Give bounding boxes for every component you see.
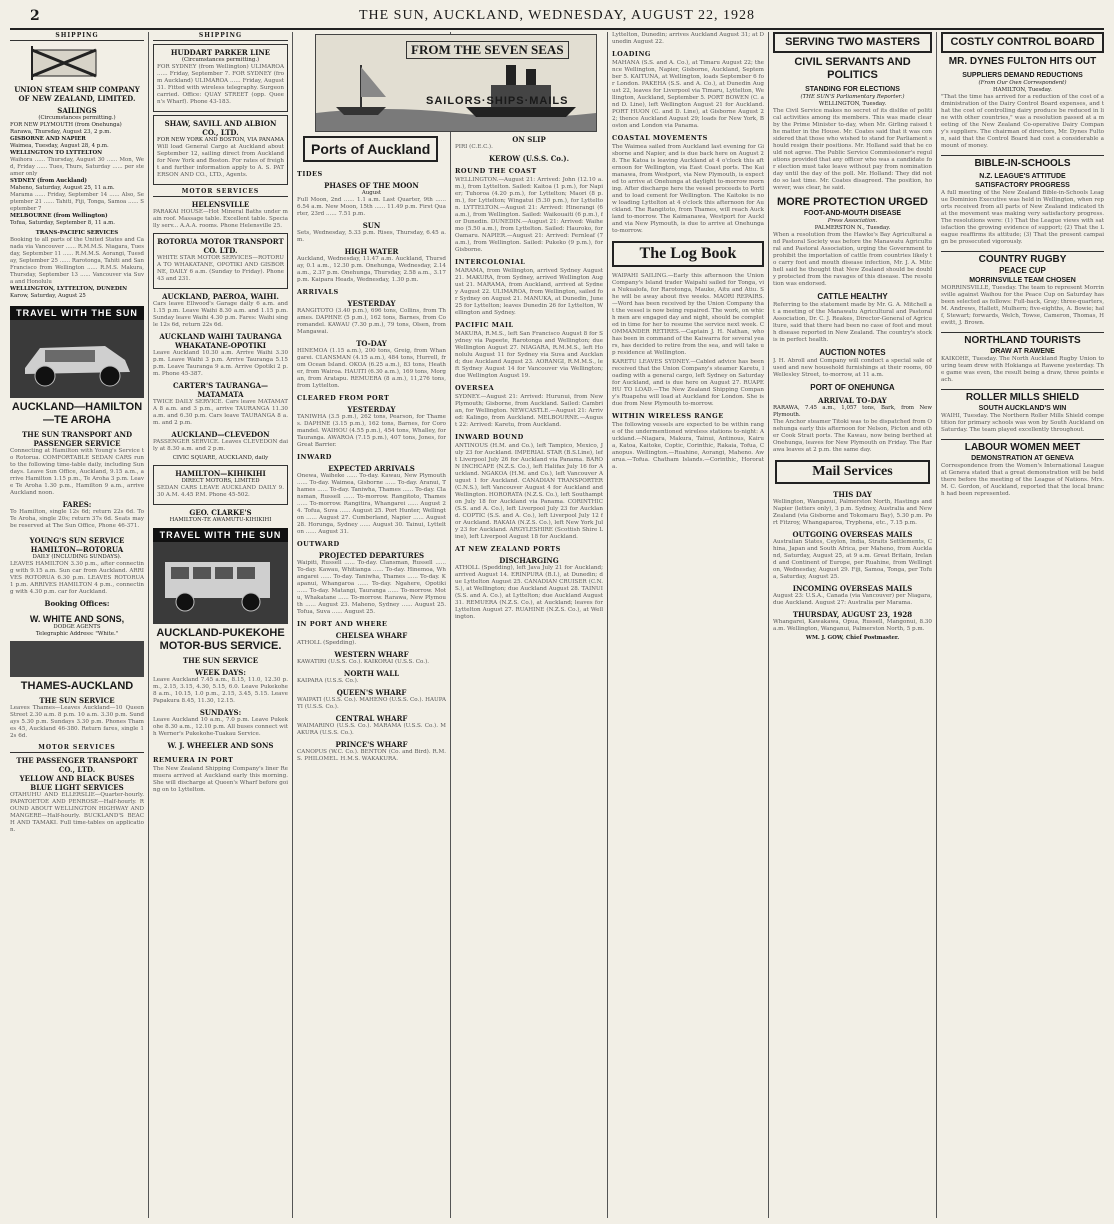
- travel-banner: TRAVEL WITH THE SUN: [10, 306, 144, 320]
- wireless-heading: WITHIN WIRELESS RANGE: [612, 412, 724, 420]
- filler-text: WAIPATI (U.S.S. Co.). MAHENO (U.S.S. Co.). HAUPATI (U.S.S. Co.).: [297, 697, 446, 710]
- serving-two-masters-box: [773, 32, 932, 53]
- filler-text: Leave Auckland 7.45 a.m., 8.15, 11.0, 12.30 p.m., 2.15, 3.15, 4.30, 5.15, 6.0. Leave Pukekohe 8 a.m., 10.15, 1.0 p.m., 2.15, 3.45, 5.15. Leave Papakura 8.45, 11.30, 12.15.: [153, 677, 288, 704]
- filler-text: Marama ...... Friday, September 14 ...... Also, September 21 ...... Tahiti, Fiji, Tonga, Samoa ...... September 7: [10, 192, 144, 212]
- filler-text: SYDNEY.—August 21: Arrived: Hurunui, from New Plymouth; Gisborne, from Auckland. Sailed: Cambrian, for Wellington. NEWCASTLE.—August 21: Arrived: Kalingo, from Auckland. MELBOURNE.—August 22: Arrived: Karetu, from Auckland.: [455, 394, 603, 428]
- thames-auckland-heading: THAMES-AUCKLAND: [20, 680, 134, 692]
- shaw-sub: FOR NEW YORK AND BOSTON, VIA PANAMA: [157, 137, 284, 143]
- filler-text: Leave Auckland 10.30 a.m. Arrive Waihi 3.30 p.m. Leave Waihi 3 p.m. Arrive Tauranga 5.15 p.m. Leave Tauranga 9 a.m. Arrive Opotiki 2 p.m. Phone 45-387.: [153, 350, 288, 377]
- filler-text: Wellington, Wanganui, Palmerston North, Hastings and Napier (letters only), 3 p.m. Sydney, Australia and New Zealand (via Gisborne and Tokomaru Bay), 5.30 p.m. Port Fitzroy, Whangaparoa, Tryphena, etc., 7.15 p.m.: [773, 499, 932, 526]
- standing-heading: STANDING FOR ELECTIONS: [805, 86, 900, 93]
- filler-text: TANIWHA (3.5 p.m.), 262 tons, Pearson, for Thames. DAPHNE (3.15 p.m.), 162 tons, Barnes, for Coromandel. WAIHOU (4.55 p.m.), 454 tons, Whalley, for Tauranga. AWAROA (7.15 p.m.), 407 tons, Jones, for Great Barrier.: [297, 414, 446, 448]
- tides-heading: TIDES: [297, 170, 323, 178]
- filler-text: WAIHI, Tuesday. The Northern Roller Mills Shield competition for primary schools was won by South Auckland on Saturday. The team played excellently throughout.: [941, 413, 1104, 433]
- filler-text: Waihora ...... Thursday, August 30 ...... Mon, Wed, Friday ...... Tues, Thurs, Saturday ...... per steamer only: [10, 157, 144, 177]
- tauranga-heading: AUCKLAND WAIHI TAURANGA WHAKATANE-OPOTIKI: [159, 332, 282, 350]
- filler-text: ANTINOUS (H.M. and Co.), left Tampico, Mexico, July 23 for Auckland. IMPERIAL STAR (B.S.Line), left Liverpool July 26 for Auckland via Panama. BARON INCHCAPE (N.Z.S. Co.), left Halifax July 16 for Auckland. NGAKOA (H.M. and Co.), left Vancouver August 1 for Auckland. CANADIAN TRANSPORTER (C.N.S.), left Vancouver August 4 for Auckland and Wellington. HORORATA (N.Z.S. Co.), left Southampton July 18 for Auckland via Panama. CORINTHIC (S.S. and A. Co.), left Liverpool July 23 for Auckland. COPTIC (S.S. and A. Co.), left Liverpool July 12 for Auckland. RAKAIA (N.Z.S. Co.), left New York July 23 for Auckland. ARGYLESHIRE (Scottish Shire Line), left Liverpool August 18 for Auckland.: [455, 443, 603, 540]
- masthead: [0, 6, 1114, 26]
- uss-company-name: UNION STEAM SHIP COMPANY OF NEW ZEALAND, LIMITED.: [14, 85, 140, 103]
- filler-text: RANGITOTO (3.40 p.m.), 696 tons, Collins, from Thames. DAPHNE (5 p.m.), 162 tons, Barnes, from Coromandel. KAWAU (7.30 p.m.), 79 tons, Olsen, from Mangawai.: [297, 308, 446, 335]
- sailing-line: Maheno, Saturday, August 25, 11 a.m.: [10, 185, 115, 191]
- sailing-line: GISBORNE AND NAPIER: [10, 136, 86, 142]
- north-wall: NORTH WALL: [343, 669, 400, 678]
- peace-cup-heading: PEACE CUP: [999, 266, 1046, 275]
- travel-banner-2: TRAVEL WITH THE SUN: [153, 528, 288, 542]
- filler-text: A full meeting of the New Zealand Bible-in-Schools League Dominion Executive was held in Wellington, when reports received from all parts of New Zealand indicated that the movement was making very satisfactory progress. The resolutions were: (1) That the League views with satisfaction the growing evidence of support; (2) That the League reaffirms its attitude; (3) That the present campaign be prosecuted vigorously.: [941, 190, 1104, 245]
- filler-text: LEAVES HAMILTON 3.30 p.m., after connecting with 9.15 a.m. Sun car from Auckland. ARRIVES ROTORUA 6.30 p.m. LEAVES ROTORUA 1 p.m. ARRIVES HAMILTON 4 p.m., connecting with 4.30 p.m. car for Auckland.: [10, 561, 144, 595]
- outward-heading: OUTWARD: [297, 540, 340, 548]
- filler-text: TWICE DAILY SERVICE. Cars leave MATAMATA 8 a.m. and 3 p.m., arrive TAURANGA 11.30 a.m. and 6.30 p.m. Cars leave TAURANGA 8 a.m. and 2 p.m.: [153, 399, 288, 426]
- chelsea-wharf: CHELSEA WHARF: [335, 631, 408, 640]
- auckland-hamilton-heading: AUCKLAND—HAMILTON—TE AROHA: [11, 401, 143, 426]
- cleared-heading: CLEARED FROM PORT: [297, 394, 390, 402]
- today-heading: TO-DAY: [356, 339, 387, 348]
- reporter-byline: (THE SUN'S Parliamentary Reporter.): [800, 94, 905, 100]
- week-days-heading: WEEK DAYS:: [195, 668, 246, 677]
- masthead-title: THE SUN, AUCKLAND, WEDNESDAY, AUGUST 22, 1928: [358, 8, 756, 23]
- labour-women-heading: LABOUR WOMEN MEET: [941, 439, 1104, 454]
- travel-with-the-sun-photo: [10, 306, 144, 398]
- pukekohe-heading: AUCKLAND-PUKEKOHE MOTOR-BUS SERVICE.: [156, 627, 285, 652]
- draw-rawene-heading: DRAW AT RAWENE: [990, 348, 1055, 355]
- motor-services-heading: MOTOR SERVICES: [10, 744, 144, 753]
- mail-services-title: Mail Services: [775, 460, 930, 484]
- south-auckland-heading: SOUTH AUCKLAND'S WIN: [978, 405, 1067, 412]
- banner-spacer: [455, 32, 603, 132]
- sailing-line: TRANS-PACIFIC SERVICES: [35, 230, 119, 236]
- filler-text: ATHOLL (Spedding), left Java July 21 for Auckland; arrived August 14. ERINPURA (B.I.), at Dunedin; due Lyttelton August 25. CANADIAN CRUISER (C.N.S.), at Wellington; due Auckland August 28. TAINUI (S.S. and A. Co.), at Lyttelton; due Auckland August 31. REMUERA (N.Z.S. Co.), at Auckland; leaves for Lyttelton August 27. RUAHINE (N.Z.S. Co.), at Wellington.: [455, 565, 603, 620]
- shaw-savill-ad: [153, 115, 288, 185]
- outgoing-heading: OUTGOING OVERSEAS MAILS: [792, 530, 913, 539]
- filler-text: Onewa, Waiheke ...... To-day. Kawau, New Plymouth ...... To-day. Waimea, Gisborne ...... To-day. Aranui, Thames ...... To-day. Taniwha, Thames ...... To-day. Clansman, Russell ...... To-morrow. Rangitoto, Thames ...... To-morrow. Rangitira, Whangarei ...... August 24. Tofua, Suva ...... August 25. Port Hunter, Wellington ...... August 27. Cumberland, Napier ...... August 28. Horunga, Sydney ...... August 30. Tainui, Lyttelton ...... August 31.: [297, 473, 446, 535]
- column-divider: [148, 32, 149, 1218]
- costly-control-box: [941, 32, 1104, 53]
- filler-text: Cars leave Ellwood's Garage daily 6 a.m. and 1.15 p.m. Leave Waihi 8.30 a.m. and 1.15 p.m. Sunday leave Waihi 4.30 p.m. Fares: Waihi single 12s 6d, return 22s 6d.: [153, 301, 288, 328]
- yellow-black-buses: YELLOW AND BLACK BUSES: [19, 774, 135, 783]
- filler-text: KARETU LEAVES SYDNEY.—Cabled advice has been received that the Union Company's steamer Karetu, loading with a general cargo, left Sydney on Saturday for Auckland, and is due here on August 27. RUAPEHU TO LOAD.—The New Zealand Shipping Company's Ruapehu will load at Auckland for London. She is due from New Plymouth to-morrow.: [612, 359, 764, 407]
- northland-heading: NORTHLAND TOURISTS: [941, 332, 1104, 347]
- blue-light-services: BLUE LIGHT SERVICES: [30, 783, 124, 792]
- hamilton-dateline: HAMILTON, Tuesday.: [993, 87, 1052, 93]
- inward-heading: INWARD: [297, 453, 332, 461]
- filler-text: MAKURA, R.M.S., left San Francisco August 8 for Sydney via Papeete, Rarotonga and Wellington; due Wellington August 27. NIAGARA, R.M.M.S., left Honolulu August 11 for Sydney via Suva and Auckland; due Auckland August 23. AORANGI, R.M.M.S., left Sydney August 14 for Vancouver via Wellington; due Wellington August 19.: [455, 331, 603, 379]
- fares-heading: FARES:: [62, 500, 92, 509]
- arrival-today-heading: ARRIVAL TO-DAY: [818, 396, 887, 405]
- huddart-note: (Circumstances permitting.): [181, 57, 260, 63]
- morrinsville-heading: MORRINSVILLE TEAM CHOSEN: [969, 277, 1076, 284]
- column-1: [10, 32, 144, 1218]
- filler-text: Waipiti, Russell ...... To-day. Clansman, Russell ...... To-day. Kawau, Whitianga ...... To-day. Hinemoa, Whangarei ...... To-day. Taniwha, Thames ...... To-day. Kapanui, Whangaroa ...... To-day. Ngahere, Opotiki ...... To-day. Matangi, Tauranga ...... To-morrow. Motu, Whakatane ...... To-morrow. Rarawa, New Plymouth ...... August 23. Maheno, Sydney ...... August 25. Tofua, Suva ...... August 25.: [297, 560, 446, 615]
- round-the-coast-heading: ROUND THE COAST: [455, 167, 537, 175]
- sailings-note: (Circumstances permitting.): [38, 115, 116, 121]
- sailing-line: Karow, Saturday, August 25: [10, 293, 86, 299]
- column-5: [773, 32, 932, 1218]
- seven-seas-title: FROM THE SEVEN SEAS: [406, 41, 569, 59]
- wheeler-heading: W. J. WHEELER AND SONS: [167, 741, 274, 750]
- sun-transport-heading: THE SUN TRANSPORT AND PASSENGER SERVICE: [21, 430, 133, 448]
- pacific-mail-heading: PACIFIC MAIL: [455, 321, 514, 329]
- rotorua-motor-ad: [153, 233, 288, 289]
- civic-square: CIVIC SQUARE, AUCKLAND, daily: [172, 455, 269, 461]
- filler-text: PARAKAI HOUSE—Hot Mineral Baths under main roof. Massage table. Excellent table. Specially serv... A.A.A. rooms. Phone Helensville 25.: [153, 209, 288, 229]
- filler-text: Auckland, Wednesday, 11.47 a.m. Auckland, Thursday, 0.1 a.m., 12.30 p.m. Onehunga, Wednesday, 2.14 a.m., 2.37 p.m. Onehunga, Thursday, 2.58 a.m., 3.17 p.m. Kaipara Heads, Wednesday, 1.30 p.m.: [297, 256, 446, 283]
- filler-text: Whangarei, Kawakawa, Opua, Russell, Mangonui, 8.30 a.m. Wellington, Wanganui, Palmerston North, 5 p.m.: [773, 619, 932, 632]
- roller-mills-heading: ROLLER MILLS SHIELD: [941, 389, 1104, 404]
- filler-text: J. H. Abroll and Company will conduct a special sale of used and new household furnishings at their rooms, 60 Wellesley Street, to-morrow, at 11 a.m.: [773, 358, 932, 378]
- filler-text: MARAMA, from Wellington, arrived Sydney August 21. MAKURA, from Sydney, arrived Wellington August 21. MARAMA, from Auckland, arrived at Sydney August 22. ULIMAROA, from Wellington, sailed for Sydney on August 21. MANUKA, at Dunedin, June 25 for Lyttelton; leaves Dunedin 26 for Lyttelton, Wellington and Sydney.: [455, 268, 603, 316]
- filler-text: MORRINSVILLE, Tuesday. The team to represent Morrinsville against Waihou for the Peace Cup on Saturday has been selected as follows: Full-back, Gray; three-quarters, M. Andrews, Hallett, Mulhern; five-eighths, A. Bowie; half, Stewart; forwards, Welch, Towse, Cameron, Thomas, Hewitt, J. Brown.: [941, 285, 1104, 326]
- uss-flag-icon: [30, 44, 144, 83]
- expected-heading: EXPECTED ARRIVALS: [328, 464, 415, 473]
- serving-heading: SERVING TWO MASTERS: [785, 36, 920, 48]
- sun-service-heading: THE SUN SERVICE: [39, 696, 115, 705]
- yesterday-heading: YESTERDAY: [347, 299, 396, 308]
- sailing-line: WELLINGTON TO LYTTELTON: [10, 150, 103, 156]
- inward-bound-heading: INWARD BOUND: [455, 433, 524, 441]
- dateline: WELLINGTON, Tuesday.: [818, 101, 887, 107]
- sailing-line: Waimea, Tuesday, August 28, 4 p.m.: [10, 143, 109, 149]
- high-water-heading: HIGH WATER: [344, 247, 399, 256]
- auction-notes-heading: AUCTION NOTES: [819, 348, 886, 357]
- masthead-rule: [10, 28, 1104, 30]
- thames-bus-photo: [10, 641, 144, 677]
- filler-text: WHITE STAR MOTOR SERVICES—ROTORUA TO WHAKATANE, OPOTIKI AND GISBORNE, DAILY 6 a.m. (Sunday to Friday). Phone 43 and 231.: [157, 255, 284, 282]
- costly-heading: COSTLY CONTROL BOARD: [950, 36, 1095, 48]
- filler-text: The Waimea sailed from Auckland last evening for Gisborne and Napier, and is due back here on August 28. The Katoa is leaving Auckland at 4 o'clock this afternoon for Wellington, via East Coast ports. The Kaimanawa, from Westport, via New Plymouth, is expected to arrive at Onehunga at daylight to-morrow morning. After discharge here the vessel proceeds to Portland to load cement for Wellington. The Kaitoke is now loading Lyttelton at 4 o'clock this afternoon for Auckland. The Rangitoto, from Thames, will reach Auckland to-morrow. The Kaimanawa, Westport for Auckland via New Plymouth, is due to arrive at Onehunga to-morrow.: [612, 144, 764, 234]
- column-divider: [936, 32, 937, 1218]
- filler-text: Sets, Wednesday, 5.33 p.m. Rises, Thursday, 6.45 a.m.: [297, 230, 446, 243]
- oversea-heading: OVERSEA: [455, 384, 495, 392]
- column-4: [612, 32, 764, 1218]
- queens-wharf: QUEEN'S WHARF: [336, 688, 407, 697]
- column-divider: [768, 32, 769, 1218]
- on-slip-heading: ON SLIP: [512, 135, 546, 144]
- filler-text: KAIPARA (U.S.S. Co.).: [297, 678, 359, 684]
- thursday-heading: THURSDAY, AUGUST 23, 1928: [792, 610, 913, 619]
- geneva-heading: DEMONSTRATION AT GENEVA: [971, 455, 1074, 462]
- filler-text: HINEMOA (1.15 a.m.), 200 tons, Greig, from Whangarei. CLANSMAN (4.15 a.m.), 484 tons, Hurrell, from Ocean Island. OKOA (6.25 a.m.), 83 tons, Heather, from Wairoa. HAUITI (6.30 a.m.), 169 tons, Morgan, from Aratapu. REMUERA (8 a.m.), 11,276 tons, from Lyttelton.: [297, 348, 446, 389]
- white-sons-heading: W. WHITE AND SONS,: [29, 614, 125, 624]
- filler-text: Lyttelton, Dunedin; arrives Auckland August 31; at Dunedin August 22.: [612, 32, 764, 45]
- filler-text: The Civil Service makes no secret of its dislike of political activities among its members. This was made clear by the Prime Minister to-day, when Mr. Girling raised the matter in the House. Mr. Coates said that it was considered that those who wished to stand for Parliament should resign their positions. Mr. Holland said that he could not agree. The Public Service Commissioner's regulations provided that any officer who was a candidate for election must take leave without pay from nomination day until the day of the poll. Mr. Holland: They did not do so last time. Mr. Coates disagreed. The position, however, was clear, he said.: [773, 108, 932, 191]
- coastal-heading: COASTAL MOVEMENTS: [612, 134, 708, 142]
- filler-text: The Anchor steamer Titoki was to be dispatched from Onehunga early this afternoon for Nelson, Picton and other Cook Strait ports. The Kawau, now being berthed at Onehunga, leaves for New Plymouth on Friday. The Rarawa leaves at 2 p.m. the same day.: [773, 419, 932, 453]
- filler-text: PASSENGER SERVICE. Leaves CLEVEDON daily at 8.30 a.m. and 2 p.m.: [153, 439, 288, 452]
- cattle-healthy-heading: CATTLE HEALTHY: [817, 292, 888, 301]
- remuera-heading: REMUERA IN PORT: [153, 756, 234, 764]
- filler-text: Referring to the statement made by Mr. G. A. Mitchell at a meeting of the Manawatu Agricultural and Pastoral Association, Dr. C. J. Reakes, Director-General of Agriculture, said that there had been no case of foot and mouth disease reported in New Zealand. The country's stock is in perfect health.: [773, 302, 932, 343]
- daily-note: DAILY (INCLUDING SUNDAYS).: [32, 554, 122, 560]
- column-2: [153, 32, 288, 1218]
- port-onehunga-heading: PORT OF ONEHUNGA: [810, 383, 895, 392]
- discharging-heading: DISCHARGING: [499, 556, 559, 565]
- satisfactory-heading: SATISFACTORY PROGRESS: [975, 182, 1070, 189]
- filler-text: OTAHUHU AND ELLERSLIE—Quarter-hourly. PAPATOETOE AND PENROSE—Half-hourly. ROUND ABOUT WELLINGTON HIGHWAY AND MANGERE—Half-hourly. BUCKLAND'S BEACH AND TAMAKI. Full time-tables on application.: [10, 792, 144, 833]
- filler-text: MAHANA (S.S. and A. Co.), at Timaru August 22; thence Wellington, Napier, Gisborne, Auckland, September 5. KAITUNA, at Wellington, loads September 6 for London. PAKEHA (S.S. and A. Co.), at Dunedin August 22, leaves for Liverpool via Timaru, Lyttelton, Wellington, Auckland, September 5. PORT BOWEN (C. and D. Line), left Wellington August 21 for Auckland. PORT HUON (C. and D. Line), at Gisborne August 22; thence Auckland August 29; loads for New York, Boston and London via Panama.: [612, 60, 764, 129]
- filler-text: SEDAN CARS LEAVE AUCKLAND DAILY 9.30 A.M. 4.45 P.M. Phone 45-502.: [157, 485, 284, 498]
- geo-clarke-heading: GEO. CLARKE'S: [189, 508, 252, 517]
- clevedon-heading: AUCKLAND—CLEVEDON: [171, 430, 270, 439]
- princes-wharf: PRINCE'S WHARF: [335, 740, 408, 749]
- sailing-line: SYDNEY (from Auckland): [10, 178, 87, 184]
- filler-text: Australian States, Ceylon, India, Straits Settlements, China, Japan and South Africa, per Maheno, from Auckland, Saturday, August 25, at 9 a.m. Great Britain, Ireland and Continent of Europe, per Ruahine, from Wellington, Wednesday, August 29. Fiji, Samoa, Tonga, per Tofua, Saturday, August 25.: [773, 539, 932, 580]
- page-number: 2: [30, 8, 40, 24]
- postmaster-signature: WM. J. GOW, Chief Postmaster.: [805, 635, 900, 641]
- column-3: [297, 132, 446, 1218]
- helensville-heading: HELENSVILLE: [191, 200, 250, 209]
- filler-text: Booking to all parts of the United States and Canada via Vancouver ...... R.M.M.S. Niagara, Tuesday, September 11 ...... R.M.M.S. Aorangi, Tuesday, September 25 ...... Rarotonga, Tahiti and San Francisco from Wellington ...... R.M.S. Makura, Thursday, September 13 ...... Vancouver via Suva and Honolulu: [10, 237, 144, 285]
- dynes-fulton-heading: MR. DYNES FULTON HITS OUT: [948, 56, 1097, 67]
- filler-text: Connecting at Hamilton with Young's Service to Rotorua. COMFORTABLE SEDAN CARS run to the following time-table daily, including Sundays. Leave Sun Office, Auckland, 9.15 a.m., arrive Hamilton 1.15 p.m., Te Aroha 3 p.m. Leave Te Aroha 1.30 p.m., Hamilton 9 a.m., arrive Auckland noon.: [10, 448, 144, 496]
- filler-text: To Hamilton, single 12s 6d; return 22s 6d. To Te Aroha, single 20s; return 37s 6d. Seats may be reserved at The Sun Office, Phone 46-371.: [10, 509, 144, 529]
- rotorua-heading: ROTORUA MOTOR TRANSPORT CO. LTD.: [157, 237, 284, 255]
- sailings-heading: SAILINGS: [57, 106, 97, 115]
- bible-heading: BIBLE-IN-SCHOOLS: [941, 155, 1104, 170]
- seven-seas-subtitle: SAILORS·SHIPS·MAILS: [426, 95, 569, 107]
- civil-servants-heading: CIVIL SERVANTS AND POLITICS: [794, 56, 911, 81]
- passenger-transport-heading: THE PASSENGER TRANSPORT CO., LTD.: [16, 756, 138, 774]
- log-book-title: The Log Book: [612, 241, 764, 267]
- filler-text: Full Moon, 2nd ...... 1.1 a.m. Last Quarter, 9th ...... 6.54 a.m. New Moon, 15th ...... 11.49 p.m. First Quarter, 23rd ...... 7.51 p.m.: [297, 197, 446, 217]
- sailing-line: FOR NEW PLYMOUTH (from Onehunga): [10, 122, 122, 128]
- western-wharf: WESTERN WHARF: [334, 650, 409, 659]
- filler-text: Leaves Thames—Leaves Auckland—10 Queen Street 2.30 a.m. 8 p.m. 10 a.m. 3.30 p.m. Sundays 5.30 p.m. Sundays 3.30 p.m. Phones Thames 45, Auckland 46-380. Return fares, single 12s 6d.: [10, 705, 144, 739]
- sailings-list: [10, 122, 144, 300]
- youngs-heading: YOUNG'S SUN SERVICE: [29, 536, 125, 545]
- yesterday-heading-2: YESTERDAY: [347, 405, 396, 414]
- rarawa-arrival: RARAWA, 7.45 a.m., 1,057 tons, Bark, from New Plymouth.: [773, 405, 932, 418]
- motor-car-illustration: [10, 320, 144, 398]
- more-protection-heading: MORE PROTECTION URGED: [777, 196, 928, 208]
- filler-text: WAIPAHI SAILING.—Early this afternoon the Union Company's Island trader Waipahi sailed for Tonga, via Nukualofa, for Rarotonga, Mauke, Aitu and Atiu. She will be away about five weeks. MAORI REPAIRS.—Word has been received by the Union Company that the vessel is now being repaired. The work, on which men are engaged day and night, should be completed in time for her to resume the service next week. COMMANDER RETIRES.—Captain J. H. Nathan, who has been in command of the Kaiwarra for several years, has decided to retire from the sea, and will take up residence at Wellington.: [612, 273, 764, 356]
- huddart-parker-ad: [153, 44, 288, 112]
- dodge-agents: DODGE AGENTS: [53, 624, 101, 630]
- motor-services-heading: MOTOR SERVICES: [153, 188, 288, 197]
- foot-mouth-heading: FOOT-AND-MOUTH DISEASE: [803, 210, 902, 217]
- travel-with-the-sun-photo-2: [153, 528, 288, 624]
- hamilton-rotorua-heading: HAMILTON—ROTORUA: [30, 545, 124, 554]
- this-day-heading: THIS DAY: [833, 490, 872, 499]
- filler-text: Leave Auckland 10 a.m., 7.0 p.m. Leave Pukekohe 8.30 a.m., 12.10 p.m. All buses connect with Werner's Pukekohe-Tuakau Service.: [153, 717, 288, 737]
- filler-text: PIRI (C.E.C.).: [455, 144, 493, 150]
- sailing-line: Tofua, Saturday, September 8, 11 a.m.: [10, 220, 115, 226]
- section-shipping: SHIPPING: [153, 32, 288, 41]
- own-correspondent: (From Our Own Correspondent): [978, 80, 1067, 86]
- ports-of-auckland-title: Ports of Auckland: [303, 136, 438, 162]
- waihi-heading: AUCKLAND, PAEROA, WAIHI.: [162, 292, 279, 301]
- country-rugby-heading: COUNTRY RUGBY: [941, 251, 1104, 266]
- arrivals-heading: ARRIVALS: [297, 288, 339, 296]
- direct-motors: DIRECT MOTORS, LIMITED: [181, 478, 260, 484]
- league-heading: N.Z. LEAGUE'S ATTITUDE: [979, 173, 1066, 180]
- august-label: August: [361, 190, 382, 196]
- suppliers-heading: SUPPLIERS DEMAND REDUCTIONS: [962, 72, 1083, 79]
- palmerston-dateline: PALMERSTON N., Tuesday.: [814, 225, 891, 231]
- filler-text: CANOPUS (W.C. Co.). BENTON (Co. and Bird). R.M.S. PHILOMEL. H.M.S. WAKAKURA.: [297, 749, 446, 762]
- booking-offices: Booking Offices:: [44, 599, 110, 608]
- geo-clarke-sub: HAMILTON-TE AWAMUTU-KIHIKIHI: [169, 517, 272, 523]
- hamilton-heading: HAMILTON—KIHIKIHI: [175, 469, 266, 478]
- in-dock-kerow: KEROW (U.S.S. Co.).: [488, 154, 570, 163]
- sailing-line: MELBOURNE (from Wellington): [10, 213, 108, 219]
- column-6: [941, 32, 1104, 1218]
- huddart-heading: HUDDART PARKER LINE: [170, 48, 271, 57]
- phases-heading: PHASES OF THE MOON: [324, 181, 419, 190]
- filler-text: WELLINGTON.—August 21: Arrived: John (12.10 a.m.), from Lyttelton. Sailed: Kaitoa (1 p.m.), for Napier; Tuhoroa (4.20 p.m.), for Lyttelton; Maori (8 p.m.), for Lyttelton; Wingatui (5.30 p.m.), for Lyttelton. LYTTELTON.—August 21: Arrived: Hinerangi (6 a.m.), from Wellington. Sailed: Waikouaiti (6 p.m.), for Dunedin. DUNEDIN.—August 21: Arrived: Waihemo (5.50 a.m.), from Lyttelton. Sailed: Hauroko, for Oamaru. NAPIER.—August 21: Arrived: Fernleaf (7 a.m.), from Wellington. Sailed: Pukeko (9 p.m.), for Gisborne.: [455, 177, 603, 253]
- bus-illustration: [153, 542, 288, 624]
- carters-heading: CARTER'S TAURANGA—MATAMATA: [172, 381, 269, 399]
- pukekohe-sub: THE SUN SERVICE: [182, 656, 259, 665]
- nz-ports-heading: AT NEW ZEALAND PORTS: [455, 545, 561, 553]
- sundays-heading: SUNDAYS:: [199, 708, 242, 717]
- telegraphic-address: Telegraphic Address: "White.": [35, 631, 119, 637]
- filler-text: Will load General Cargo at Auckland about September 12, sailing direct from Auckland for New York and Boston. For rates of freight and further information apply to A. S. PATERSON AND CO., LTD., Agents.: [157, 144, 284, 178]
- section-shipping: SHIPPING: [10, 32, 144, 41]
- column-divider: [292, 32, 293, 1218]
- column-3b: [455, 32, 603, 1218]
- filler-text: Correspondence from the Women's International League at Geneva stated that a great demonstration will be held there before the meeting of the League of Nations. Mrs. M. C. Gordon, of Auckland, reported that the local branch had been represented.: [941, 463, 1104, 497]
- projected-heading: PROJECTED DEPARTURES: [318, 551, 425, 560]
- sailing-line: WELLINGTON, LYTTELTON, DUNEDIN: [10, 286, 127, 292]
- filler-text: KAIKOHE, Tuesday. The North Auckland Rugby Union touring team drew with Hokianga at Rawene yesterday. The game was even, the result being a draw, three points each.: [941, 356, 1104, 383]
- filler-text: FOR SYDNEY (from Wellington) ULIMAROA ...... Friday, September 7. FOR SYDNEY (from Auckland) ULIMAROA ...... Friday, August 31. Fitted with wireless telegraphy. Surgeon carried. Office: QUAY STREET (opp. Queen's Wharf). Phone 43-183.: [157, 64, 284, 105]
- sailing-line: Rarawa, Thursday, August 23, 2 p.m.: [10, 129, 112, 135]
- filler-text: The New Zealand Shipping Company's liner Remuera arrived at Auckland early this morning. She will discharge at Queen's Wharf before going on to Lyttelton.: [153, 766, 288, 793]
- intercolonial-heading: INTERCOLONIAL: [455, 258, 526, 266]
- column-divider: [607, 32, 608, 1218]
- filler-text: The following vessels are expected to be within range of the undermentioned wireless stations to-night: Auckland.—Niagara, Makura, Tainui, Antinous, Kairua, Katoa, Kaitoke, Coptic, Corinthic, Rakaia, Tofua, Canopus. Wellington.—Ruahine, Aorangi, Maheno. Awarua.—Tofua. Chatham Islands.—Corinthic, Hororata.: [612, 422, 764, 470]
- central-wharf: CENTRAL WHARF: [335, 714, 408, 723]
- loading-heading: LOADING: [612, 50, 651, 58]
- incoming-heading: INCOMING OVERSEAS MAILS: [792, 584, 913, 593]
- filler-text: August 23: U.S.A., Canada (via Vancouver) per Niagara, due Auckland. August 27: Australia per Marama.: [773, 593, 932, 606]
- in-port-heading: IN PORT AND WHERE: [297, 620, 388, 628]
- hamilton-kihikihi-ad: [153, 465, 288, 505]
- filler-text: KAWATIRI (U.S.S. Co.). KAIKORAI (U.S.S. Co.).: [297, 659, 430, 665]
- column-divider: [450, 32, 451, 1218]
- filler-text: "That the time has arrived for a reduction of the cost of administration of the Dairy Control Board expenses, and that the cost of controlling dairy produce be reduced in line with other countries," was a resolution passed at a meeting of the New Zealand Co-operative Dairy Company's suppliers. The chairman of directors, Mr. Dynes Fulton, said that the Control Board had cost a considerable amount of money.: [941, 94, 1104, 149]
- shaw-heading: SHAW, SAVILL AND ALBION CO., LTD.: [164, 119, 277, 137]
- filler-text: WAIMARINO (U.S.S. Co.). MARAMA (U.S.S. Co.). MAKURA (U.S.S. Co.).: [297, 723, 446, 736]
- press-association: Press Association.: [827, 218, 878, 224]
- filler-text: When a resolution from the Hawke's Bay Agricultural and Pastoral Society was before the Manawatu Agricultural and Pastoral Association, urging the Government to prohibit the importation of cattle from countries likely to carry foot and mouth disease infection, Mr. J. A. Mitchell said he thought that New Zealand should be doubly protected from the ravages of this disease. The resolution was endorsed.: [773, 232, 932, 287]
- filler-text: ATHOLL (Spedding).: [297, 640, 357, 646]
- sun-heading: SUN: [362, 221, 381, 230]
